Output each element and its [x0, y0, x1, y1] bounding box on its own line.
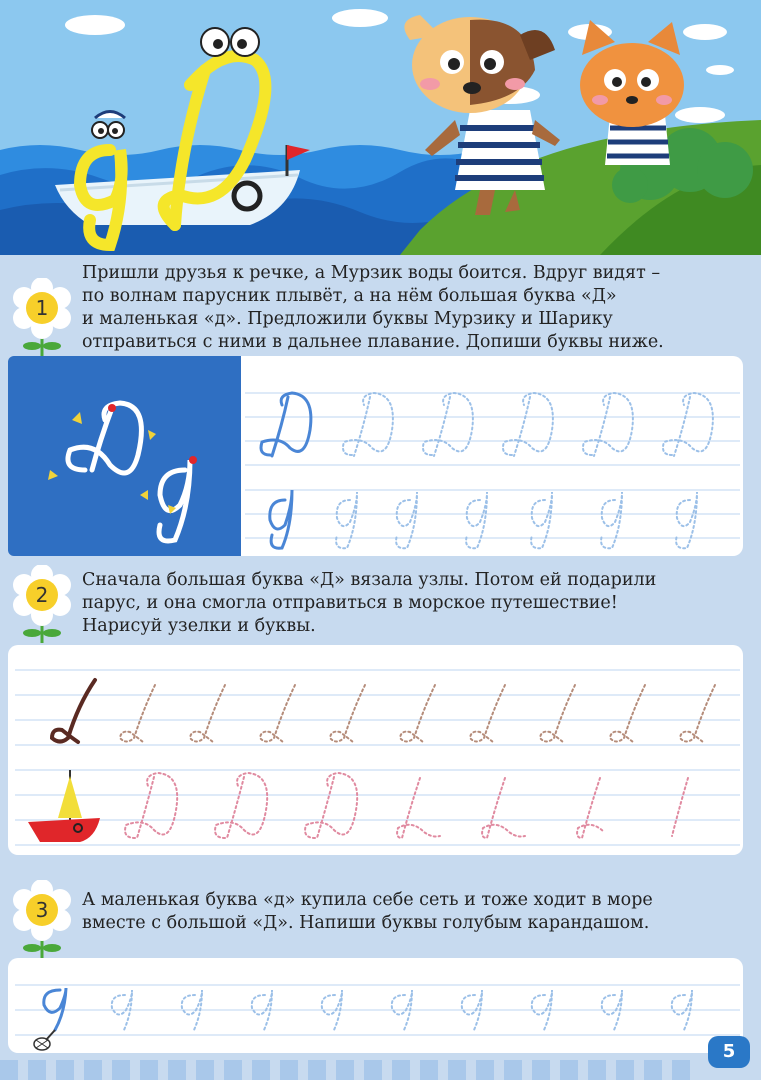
- task-number: 3: [35, 898, 49, 922]
- text-line: и маленькая «д». Предложили буквы Мурзику и Шарику: [82, 309, 613, 329]
- flower-icon: [12, 880, 72, 960]
- text-line: Сначала большая буква «Д» вязала узлы. Потом ей подарили: [82, 570, 657, 590]
- flower-icon: [12, 278, 72, 358]
- task-number: 1: [35, 296, 49, 320]
- task-number: 2: [35, 583, 49, 607]
- sample-letter-d-icon: [68, 403, 190, 541]
- task-3-text: [82, 889, 653, 935]
- sailboat-icon: [28, 770, 100, 842]
- flower-icon: [12, 565, 72, 645]
- text-line: А маленькая буква «д» купила себе сеть и тоже ходит в море: [82, 890, 653, 910]
- text-line: Пришли друзья к речке, а Мурзик воды боится. Вдруг видят –: [82, 263, 661, 283]
- text-line: Нарисуй узелки и буквы.: [82, 616, 316, 636]
- text-line: вместе с большой «Д». Напиши буквы голубым карандашом.: [82, 913, 650, 933]
- text-line: парус, и она смогла отправиться в морское путешествие!: [82, 593, 618, 613]
- text-line: отправиться с ними в дальнее плавание. Допиши буквы ниже.: [82, 332, 664, 352]
- task-2-text: [82, 569, 656, 638]
- fishing-net-icon: [34, 988, 66, 1050]
- task-1-text: [82, 262, 664, 354]
- knot-sample-icon: [52, 680, 95, 742]
- text-line: по волнам парусник плывёт, а на нём большая буква «Д»: [82, 286, 617, 306]
- page-number: 5: [708, 1036, 750, 1068]
